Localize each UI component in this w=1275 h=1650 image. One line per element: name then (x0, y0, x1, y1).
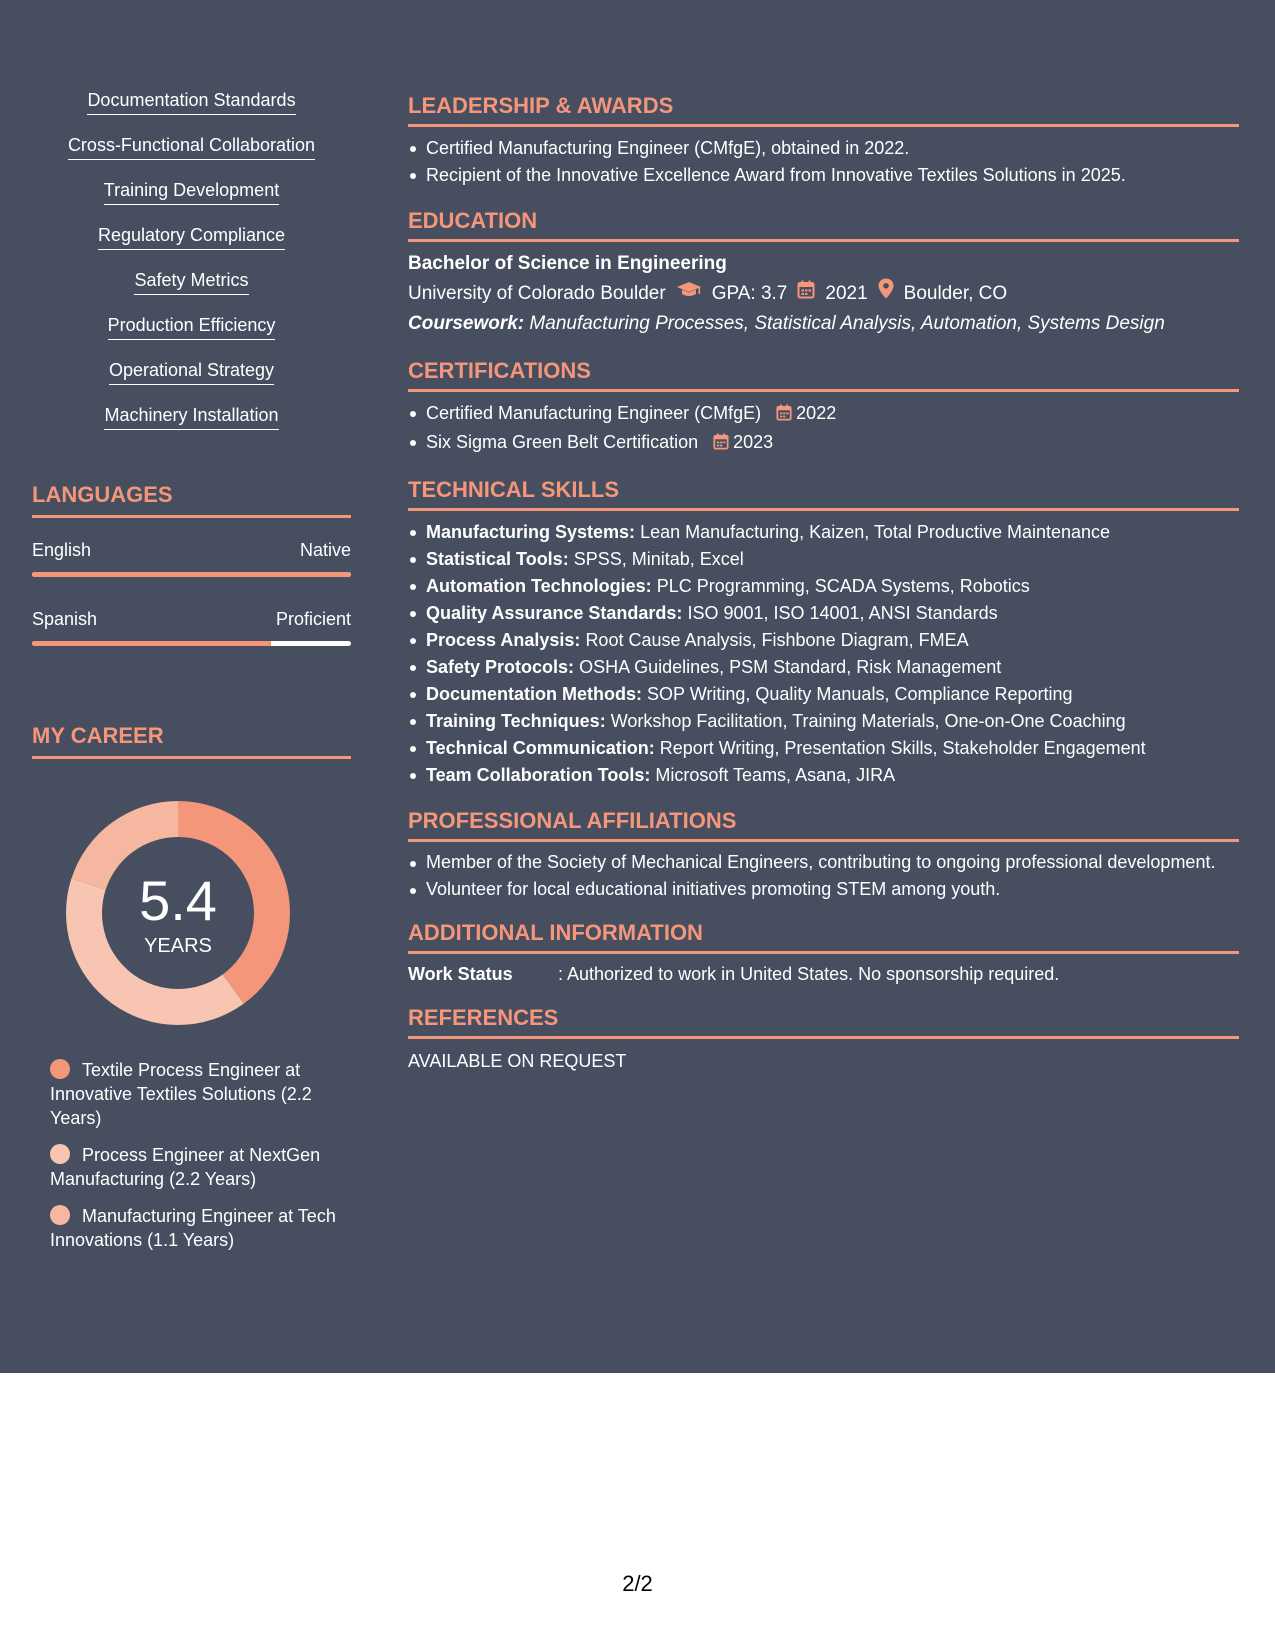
skill-category: Training Techniques: (426, 711, 606, 731)
list-item: Member of the Society of Mechanical Engineers, contributing to ongoing professional development. (408, 850, 1239, 874)
work-status-label: Work Status (408, 964, 513, 984)
education-details (408, 278, 1239, 309)
skill-label: Machinery Installation (104, 403, 278, 430)
skill-label: Production Efficiency (108, 313, 276, 340)
references-section (408, 1004, 1239, 1073)
career-legend-item (50, 1058, 340, 1130)
career-legend-item (50, 1204, 340, 1252)
degree-title: Bachelor of Science in Engineering (408, 253, 727, 274)
leadership-section (408, 92, 1239, 189)
skill-category: Manufacturing Systems: (426, 522, 636, 542)
certification-name: Certified Manufacturing Engineer (CMfgE) (426, 403, 762, 423)
language-bar-fill (32, 572, 351, 577)
skill-item (32, 133, 351, 178)
career-years-unit: YEARS (144, 935, 212, 957)
technical-skill-item (408, 546, 1239, 573)
career-legend-item (50, 1143, 340, 1191)
references-text: AVAILABLE ON REQUEST (408, 1051, 627, 1071)
skill-category: Safety Protocols: (426, 657, 575, 677)
skill-values: Lean Manufacturing, Kaizen, Total Productive Maintenance (640, 522, 1111, 542)
coursework-label: Coursework: (408, 313, 525, 334)
list-item: Volunteer for local educational initiatives promoting STEM among youth. (408, 877, 1239, 901)
language-bar (32, 572, 351, 577)
languages-heading: LANGUAGES (32, 481, 351, 518)
language-bar-fill (32, 641, 271, 646)
skill-values: Report Writing, Presentation Skills, Stakeholder Engagement (659, 738, 1146, 758)
skill-values: Workshop Facilitation, Training Materials, One-on-One Coaching (610, 711, 1126, 731)
technical-skill-item (408, 708, 1239, 735)
work-status (408, 962, 1239, 986)
language-name: English (32, 540, 92, 560)
career-job-label: Manufacturing Engineer at Tech Innovations (1.1 Years) (50, 1206, 336, 1250)
skill-values: SPSS, Minitab, Excel (573, 549, 744, 569)
language-name: Spanish (32, 609, 98, 629)
technical-skills-section (408, 476, 1239, 789)
coursework-text: Manufacturing Processes, Statistical Analysis, Automation, Systems Design (529, 313, 1165, 334)
education-section (408, 207, 1239, 339)
skill-label: Training Development (104, 178, 279, 205)
affiliations-section (408, 807, 1239, 901)
work-status-value: : Authorized to work in United States. No sponsorship required. (558, 964, 1060, 984)
certification-year: 2023 (733, 432, 774, 452)
section-heading: PROFESSIONAL AFFILIATIONS (408, 807, 1239, 842)
section-heading: EDUCATION (408, 207, 1239, 242)
list-item: Certified Manufacturing Engineer (CMfgE), obtained in 2022. (408, 135, 1239, 162)
skill-category: Team Collaboration Tools: (426, 765, 651, 785)
calendar-icon (713, 431, 729, 458)
language-level: Proficient (275, 609, 351, 629)
coursework (408, 309, 1239, 339)
list-item: Recipient of the Innovative Excellence Award from Innovative Textiles Solutions in 2025. (408, 162, 1239, 189)
additional-info-section (408, 919, 1239, 986)
skill-item (32, 403, 351, 448)
skill-item (32, 223, 351, 268)
section-heading: REFERENCES (408, 1004, 1239, 1039)
skill-values: Root Cause Analysis, Fishbone Diagram, FMEA (585, 630, 969, 650)
skill-item (32, 313, 351, 358)
section-heading: TECHNICAL SKILLS (408, 476, 1239, 511)
language-bar (32, 641, 351, 646)
school-name: University of Colorado Boulder (408, 282, 666, 304)
technical-skill-item (408, 600, 1239, 627)
technical-skill-item (408, 654, 1239, 681)
career-total-years: 5.4 (139, 869, 217, 932)
technical-skill-item (408, 519, 1239, 546)
skill-values: OSHA Guidelines, PSM Standard, Risk Management (579, 657, 1002, 677)
career-job-label: Textile Process Engineer at Innovative Textiles Solutions (2.2 Years) (50, 1060, 312, 1128)
skill-values: PLC Programming, SCADA Systems, Robotics (656, 576, 1030, 596)
skill-item (32, 178, 351, 223)
legend-dot-icon (50, 1144, 70, 1164)
legend-dot-icon (50, 1059, 70, 1079)
skill-label: Cross-Functional Collaboration (68, 133, 315, 160)
technical-skill-item (408, 627, 1239, 654)
graduation-year: 2021 (825, 282, 868, 304)
calendar-icon (776, 402, 792, 429)
skill-category: Statistical Tools: (426, 549, 569, 569)
technical-skill-item (408, 681, 1239, 708)
section-heading: ADDITIONAL INFORMATION (408, 919, 1239, 954)
language-level: Native (299, 540, 351, 560)
skill-item (32, 358, 351, 403)
language-english (32, 538, 351, 577)
skill-values: ISO 9001, ISO 14001, ANSI Standards (687, 603, 998, 623)
career-legend (50, 1058, 340, 1265)
skill-label: Operational Strategy (109, 358, 274, 385)
certification-item (408, 429, 1239, 458)
certification-year: 2022 (796, 403, 837, 423)
certifications-section (408, 357, 1239, 458)
section-heading: LEADERSHIP & AWARDS (408, 92, 1239, 127)
skill-label: Regulatory Compliance (98, 223, 285, 250)
skill-item (32, 88, 351, 133)
section-heading: CERTIFICATIONS (408, 357, 1239, 392)
technical-skill-item (408, 573, 1239, 600)
career-donut-chart (66, 801, 290, 1025)
skill-label: Safety Metrics (134, 268, 248, 295)
certification-name: Six Sigma Green Belt Certification (426, 432, 699, 452)
skill-category: Automation Technologies: (426, 576, 652, 596)
right-column (408, 92, 1239, 1091)
career-job-label: Process Engineer at NextGen Manufacturing (2.2 Years) (50, 1145, 321, 1189)
graduation-cap-icon (676, 279, 702, 309)
skill-values: Microsoft Teams, Asana, JIRA (655, 765, 896, 785)
page-number: 2/2 (622, 1571, 653, 1596)
skills-list (32, 88, 351, 448)
language-spanish (32, 607, 351, 646)
skill-label: Documentation Standards (87, 88, 295, 115)
technical-skill-item (408, 762, 1239, 789)
skill-values: SOP Writing, Quality Manuals, Compliance Reporting (647, 684, 1073, 704)
skill-item (32, 268, 351, 313)
skill-category: Technical Communication: (426, 738, 655, 758)
calendar-icon (797, 279, 815, 309)
skill-category: Process Analysis: (426, 630, 581, 650)
skill-category: Documentation Methods: (426, 684, 642, 704)
location-pin-icon (878, 278, 894, 309)
career-heading: MY CAREER (32, 722, 351, 759)
school-location: Boulder, CO (903, 282, 1008, 304)
legend-dot-icon (50, 1205, 70, 1225)
gpa: GPA: 3.7 (711, 282, 788, 304)
technical-skill-item (408, 735, 1239, 762)
skill-category: Quality Assurance Standards: (426, 603, 683, 623)
certification-item (408, 400, 1239, 429)
